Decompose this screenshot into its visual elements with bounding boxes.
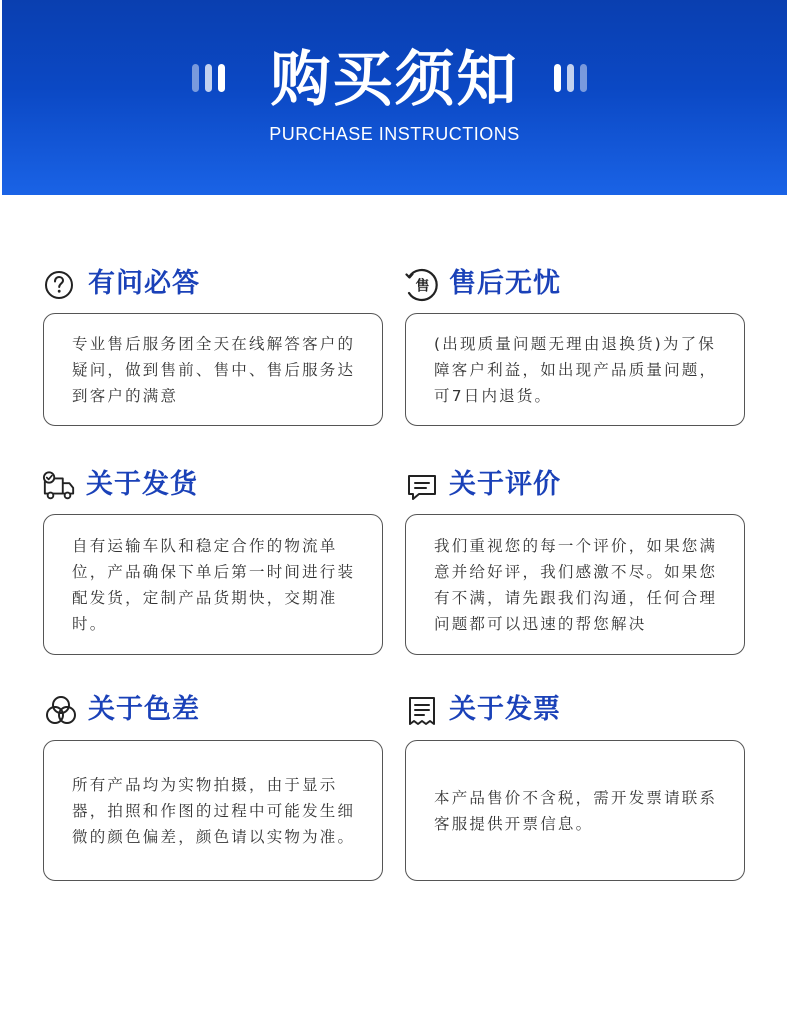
section-title: 售后无忧 — [449, 268, 561, 299]
comment-icon — [405, 469, 439, 503]
section-card-invoice — [405, 740, 745, 881]
section-text: 本产品售价不含税，需开发票请联系客服提供开票信息。 — [434, 788, 718, 833]
section-title: 关于色差 — [88, 694, 200, 725]
color-circles-icon — [44, 694, 78, 728]
header-banner — [2, 0, 787, 195]
after-sales-badge-icon — [405, 268, 439, 302]
section-text: 专业售后服务团全天在线解答客户的疑问，做到售前、售中、售后服务达到客户的满意 — [72, 334, 356, 405]
section-title: 关于发货 — [86, 469, 198, 500]
section-text: 自有运输车队和稳定合作的物流单位，产品确保下单后第一时间进行装配发货，定制产品货期快，交期准时。 — [72, 536, 356, 633]
section-card-color — [43, 740, 383, 881]
section-title: 关于评价 — [449, 469, 561, 500]
receipt-icon — [405, 694, 439, 728]
delivery-truck-icon — [42, 469, 76, 503]
section-card-after-sales — [405, 313, 745, 426]
section-text: 所有产品均为实物拍摄，由于显示器，拍照和作图的过程中可能发生细微的颜色偏差，颜色请以实物为准。 — [72, 775, 356, 846]
decorative-bars-right — [554, 64, 598, 92]
section-title: 有问必答 — [88, 268, 200, 299]
section-card-shipping — [43, 514, 383, 655]
section-card-review — [405, 514, 745, 655]
section-text: (出现质量问题无理由退换货)为了保障客户利益，如出现产品质量问题，可7日内退货。 — [434, 334, 718, 405]
section-title: 关于发票 — [449, 694, 561, 725]
question-circle-icon — [44, 268, 78, 302]
page-title: 购买须知 — [270, 45, 519, 115]
section-card-qa — [43, 313, 383, 426]
badge-char: 售 — [415, 278, 430, 295]
section-text: 我们重视您的每一个评价，如果您满意并给好评，我们感激不尽。如果您有不满，请先跟我们沟通，任何合理问题都可以迅速的帮您解决 — [434, 536, 718, 633]
page-subtitle: PURCHASE INSTRUCTIONS — [269, 124, 520, 144]
